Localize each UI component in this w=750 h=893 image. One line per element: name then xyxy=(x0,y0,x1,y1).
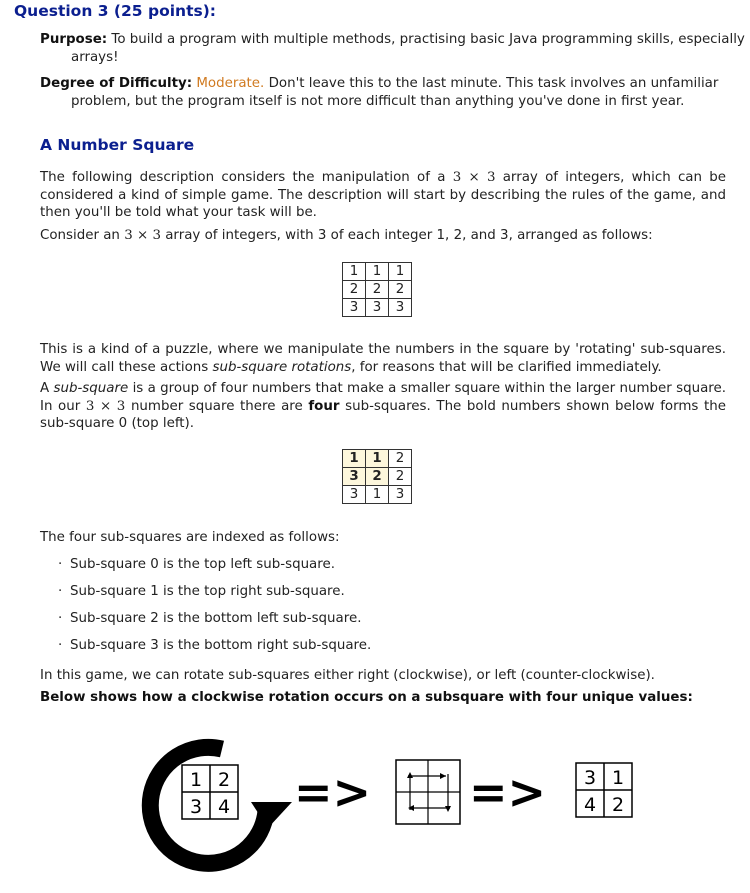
intro-p2-a: Consider an xyxy=(40,228,125,243)
grid-row xyxy=(343,263,412,281)
grid-cell: 3 xyxy=(343,486,366,504)
difficulty-label: Degree of Difficulty: xyxy=(40,76,193,91)
grid-cell: 4 xyxy=(217,796,231,818)
rotation-paragraph: In this game, we can rotate sub-squares either right (clockwise), or left (counter-clockwise). xyxy=(40,668,655,683)
grid-cell: 1 xyxy=(366,263,389,281)
grid-cell: 3 xyxy=(389,299,412,317)
grid-cell: 1 xyxy=(366,486,389,504)
grid-row xyxy=(343,281,412,299)
list-item: · Sub-square 2 is the bottom left sub-square. xyxy=(58,611,362,626)
grid-cell: 2 xyxy=(366,281,389,299)
puzzle-p4-em: sub-square xyxy=(53,381,129,396)
purpose-paragraph xyxy=(40,31,750,66)
puzzle-p4-math: 3 × 3 xyxy=(85,398,126,414)
grid-row xyxy=(343,486,412,504)
implies-arrow: => xyxy=(294,765,372,819)
puzzle-p3-b: , for reasons that will be clarified immediately. xyxy=(351,359,662,375)
list-item-text: Sub-square 2 is the bottom left sub-square. xyxy=(70,611,362,626)
grid-cell: 3 xyxy=(343,468,366,486)
grid-cell: 1 xyxy=(611,767,625,789)
puzzle-p4-b: is a group of four numbers that make a smaller square within the larger number square. In our xyxy=(40,381,726,414)
intro-p2-math: 3 × 3 xyxy=(124,228,161,243)
grid-cell: 1 xyxy=(343,263,366,281)
difficulty-paragraph xyxy=(40,75,750,110)
difficulty-level: Moderate. xyxy=(196,76,265,91)
list-item-text: Sub-square 0 is the top left sub-square. xyxy=(70,557,335,572)
grid-cell: 2 xyxy=(217,769,231,791)
before-subsquare xyxy=(182,765,238,819)
puzzle-p4-c: number square there are xyxy=(125,398,309,414)
grid-row xyxy=(343,468,412,486)
grid-cell: 2 xyxy=(366,468,389,486)
puzzle-p3-em: sub-square rotations xyxy=(212,359,352,375)
grid-cell: 2 xyxy=(389,450,412,468)
grid-cell: 3 xyxy=(583,767,597,789)
intro-paragraph-1 xyxy=(40,169,726,222)
subsquare-example-square xyxy=(342,449,412,504)
intro-p1-b: array of integers, which can be considered a kind of simple game. The description will start by describing the rules of the game, and then you'll be told what your task will be. xyxy=(40,170,726,220)
initial-number-square xyxy=(342,262,412,317)
grid-cell: 3 xyxy=(366,299,389,317)
grid-cell: 3 xyxy=(189,796,203,818)
grid-cell: 1 xyxy=(343,450,366,468)
list-item: · Sub-square 0 is the top left sub-square. xyxy=(58,557,335,572)
puzzle-p4-d: sub-squares. The bold numbers shown below forms the sub-square 0 (top left). xyxy=(40,398,726,431)
grid-cell: 3 xyxy=(389,486,412,504)
rotation-diagram xyxy=(0,722,750,893)
after-subsquare xyxy=(576,763,632,817)
grid-cell: 2 xyxy=(389,468,412,486)
puzzle-p4-a: A xyxy=(40,381,54,396)
grid-cell: 1 xyxy=(189,769,203,791)
grid-row xyxy=(343,299,412,317)
grid-row xyxy=(343,450,412,468)
puzzle-p4-bold: four xyxy=(308,398,340,414)
intro-p1-a: The following description considers the manipulation of a xyxy=(40,170,453,185)
rotation-example-heading: Below shows how a clockwise rotation occurs on a subsquare with four unique values: xyxy=(40,690,693,705)
question-title: Question 3 (25 points): xyxy=(14,2,216,20)
section-title: A Number Square xyxy=(40,136,195,154)
rotation-direction-grid-icon xyxy=(396,760,460,824)
grid-cell: 4 xyxy=(583,794,597,816)
grid-cell: 2 xyxy=(611,794,625,816)
implies-arrow: => xyxy=(469,765,547,819)
puzzle-paragraph xyxy=(40,341,726,376)
intro-paragraph-2 xyxy=(40,227,726,245)
grid-cell: 1 xyxy=(366,450,389,468)
intro-p2-b: array of integers, with 3 of each integer 1, 2, and 3, arranged as follows: xyxy=(160,228,653,243)
grid-cell: 2 xyxy=(389,281,412,299)
grid-cell: 2 xyxy=(343,281,366,299)
grid-cell: 1 xyxy=(389,263,412,281)
puzzle-p3-a: This is a kind of a puzzle, where we manipulate the numbers in the square by 'rotating' sub-squares. We will call these actions xyxy=(40,342,726,375)
indexing-intro: The four sub-squares are indexed as follows: xyxy=(40,530,340,545)
grid-cell: 3 xyxy=(343,299,366,317)
subsquare-paragraph xyxy=(40,380,726,433)
intro-p1-math: 3 × 3 xyxy=(452,170,496,185)
difficulty-text: Don't leave this to the last minute. This task involves an unfamiliar problem, but the program itself is not more difficult than anything you've done in first year. xyxy=(71,76,719,109)
list-item-text: Sub-square 3 is the bottom right sub-square. xyxy=(70,638,372,653)
purpose-text: To build a program with multiple methods, practising basic Java programming skills, especially arrays! xyxy=(71,32,745,65)
list-item: · Sub-square 1 is the top right sub-square. xyxy=(58,584,345,599)
list-item-text: Sub-square 1 is the top right sub-square. xyxy=(70,584,345,599)
purpose-label: Purpose: xyxy=(40,32,108,47)
list-item: · Sub-square 3 is the bottom right sub-square. xyxy=(58,638,372,653)
subsquare-index-list xyxy=(58,556,371,664)
